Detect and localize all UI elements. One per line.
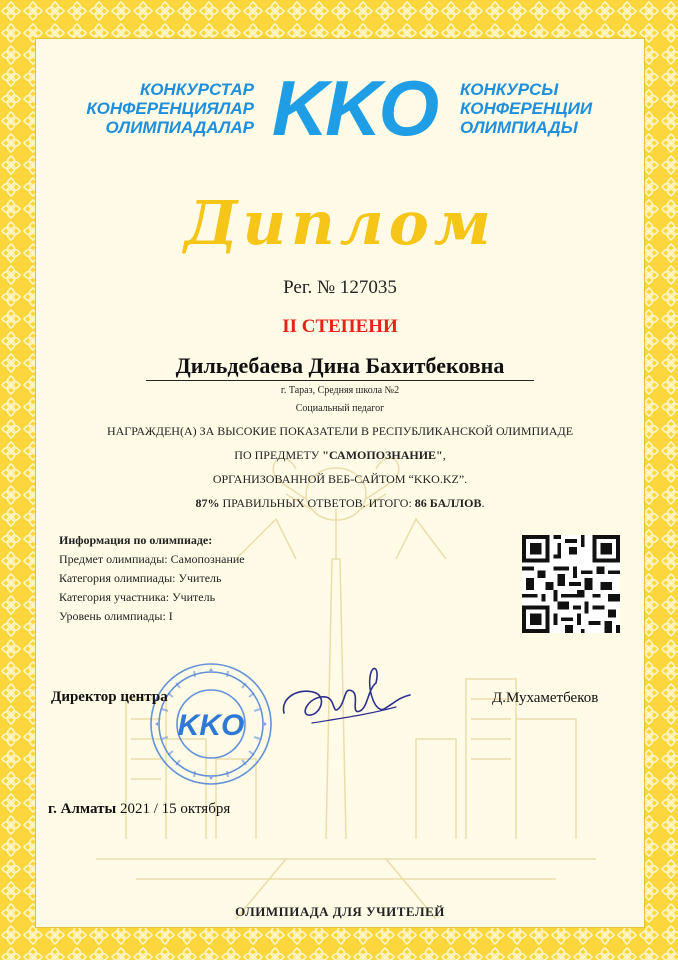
header-right-text [460, 80, 645, 137]
kko-logo: KKO [271, 64, 437, 152]
award-percent: 87% [195, 496, 220, 510]
header-left-text [76, 80, 254, 137]
diploma-title: Диплом [184, 189, 496, 259]
info-item-category: Категория олимпиады: Учитель [59, 571, 222, 585]
stamp-logo-text: KKO [177, 709, 245, 742]
award-line-2 [36, 448, 644, 463]
header-right-line-3: ОЛИМПИАДЫ [460, 118, 578, 137]
header-left-line-2: КОНФЕРЕНЦИЯЛАР [86, 99, 254, 118]
info-item-subject: Предмет олимпиады: Самопознание [59, 552, 245, 566]
recipient-position: Социальный педагог [295, 403, 385, 414]
award-subject: "САМОПОЗНАНИЕ" [322, 448, 443, 462]
footer-caption: ОЛИМПИАДА ДЛЯ УЧИТЕЛЕЙ [235, 904, 445, 919]
award-line-1: НАГРАЖДЕН(А) ЗА ВЫСОКИЕ ПОКАЗАТЕЛИ В РЕСПУБЛИКАНСКОЙ ОЛИМПИАДЕ [106, 424, 574, 438]
award-line-3: ОРГАНИЗОВАННОЙ ВЕБ-САЙТОМ “KKO.KZ”. [212, 472, 468, 486]
award-subject-prefix: ПО ПРЕДМЕТУ [234, 448, 323, 462]
award-subject-suffix: , [442, 448, 446, 462]
handwritten-signature [276, 657, 416, 737]
header-right-line-2: КОНФЕРЕНЦИИ [460, 99, 593, 118]
degree-label: II СТЕПЕНИ [282, 316, 398, 337]
diploma-content [35, 38, 645, 928]
registration-number: Рег. № 127035 [283, 277, 397, 298]
info-item-level: Уровень олимпиады: I [59, 609, 173, 623]
award-line-4 [36, 496, 644, 511]
official-stamp [146, 659, 276, 789]
qr-code[interactable] [522, 535, 620, 633]
award-line-end: . [481, 496, 485, 510]
director-title: Директор центра [51, 689, 168, 705]
issue-date: 2021 / 15 октября [116, 801, 231, 817]
recipient-location: г. Тараз, Средняя школа №2 [280, 385, 400, 396]
city-name: г. Алматы [48, 801, 117, 817]
award-points: 86 БАЛЛОВ [414, 496, 482, 510]
info-item-participant: Категория участника: Учитель [59, 590, 216, 604]
header-right-line-1: КОНКУРСЫ [460, 80, 559, 99]
header-left-line-1: КОНКУРСТАР [139, 80, 254, 99]
award-correct-text: ПРАВИЛЬНЫХ ОТВЕТОВ. ИТОГО: [219, 496, 415, 510]
director-name: Д.Мухаметбеков [492, 690, 599, 706]
header-left-line-3: ОЛИМПИАДАЛАР [105, 118, 254, 137]
place-date [48, 801, 230, 818]
info-heading: Информация по олимпиаде: [59, 533, 213, 547]
recipient-name: Дильдебаева Дина Бахитбековна [146, 353, 534, 381]
